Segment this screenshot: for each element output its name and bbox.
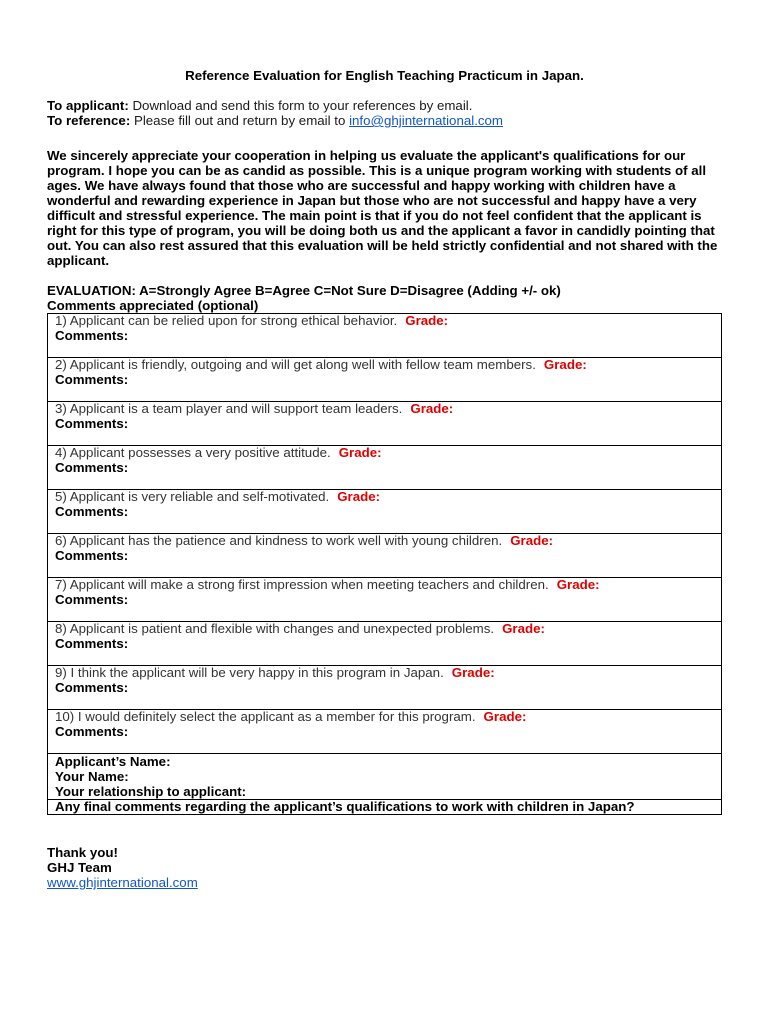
comments-label: Comments: — [55, 459, 129, 475]
to-applicant-label: To applicant: — [47, 98, 129, 113]
comments-label: Comments: — [55, 503, 129, 519]
grade-label: Grade: — [410, 401, 454, 416]
question-text: 8) Applicant is patient and flexible with changes and unexpected problems. — [55, 621, 495, 636]
document-title: Reference Evaluation for English Teaching Practicum in Japan. — [185, 68, 584, 83]
comments-label: Comments: — [55, 415, 129, 431]
evaluation-key: EVALUATION: A=Strongly Agree B=Agree C=Not Sure D=Disagree (Adding +/- ok) — [47, 283, 561, 298]
grade-label: Grade: — [405, 313, 449, 328]
email-link[interactable]: info@ghjinternational.com — [349, 113, 504, 128]
grade-label: Grade: — [510, 533, 554, 548]
question-text: 7) Applicant will make a strong first impression when meeting teachers and children. — [55, 577, 549, 592]
question-row — [48, 578, 722, 622]
evaluation-header — [47, 283, 722, 313]
question-cell[interactable] — [48, 710, 722, 754]
comments-label: Comments: — [55, 723, 129, 739]
question-text: 9) I think the applicant will be very happy in this program in Japan. — [55, 665, 444, 680]
question-cell[interactable] — [48, 446, 722, 490]
footer — [47, 845, 722, 890]
grade-label: Grade: — [451, 665, 495, 680]
your-name-label: Your Name: — [55, 769, 129, 784]
question-cell[interactable] — [48, 490, 722, 534]
question-line — [55, 666, 714, 681]
website-link[interactable]: www.ghjinternational.com — [47, 875, 198, 890]
question-row — [48, 666, 722, 710]
question-row — [48, 314, 722, 358]
to-reference-text: Please fill out and return by email to — [133, 113, 346, 128]
question-row — [48, 358, 722, 402]
grade-label: Grade: — [543, 357, 587, 372]
question-cell[interactable] — [48, 358, 722, 402]
comments-label: Comments: — [55, 591, 129, 607]
final-comments-label: Any final comments regarding the applicant’s qualifications to work with children in Japan? — [55, 799, 635, 814]
question-text: 1) Applicant can be relied upon for strong ethical behavior. — [55, 313, 398, 328]
grade-label: Grade: — [502, 621, 545, 636]
question-line — [55, 446, 714, 461]
question-cell[interactable] — [48, 666, 722, 710]
question-line — [55, 710, 714, 725]
question-line — [55, 534, 714, 549]
intro-paragraph: We sincerely appreciate your cooperation in helping us evaluate the applicant's qualifications for our program. I hope you can be as candid as possible. This is a unique program working with students of all ages. We have always found that those who are successful and happy working with children have a wonderful and rewarding experience in Japan but those who are not successful and happy have a very difficult and stressful experience. The main point is that if you do not feel confident that the applicant is right for this type of program, you will be doing both us and the applicant a favor in candidly pointing that out. You can also rest assured that this evaluation will be held strictly confidential and not shared with the applicant. — [47, 148, 718, 268]
grade-label: Grade: — [337, 489, 381, 504]
question-cell[interactable] — [48, 578, 722, 622]
question-text: 5) Applicant is very reliable and self-motivated. — [55, 489, 330, 504]
question-row — [48, 534, 722, 578]
comments-label: Comments: — [55, 327, 129, 343]
question-line — [55, 314, 714, 329]
document-page — [47, 68, 722, 890]
to-applicant-text: Download and send this form to your references by email. — [132, 98, 473, 113]
comments-note: Comments appreciated (optional) — [47, 298, 259, 313]
applicant-name-label: Applicant’s Name: — [55, 754, 171, 769]
grade-label: Grade: — [338, 445, 382, 460]
question-line — [55, 402, 714, 417]
question-text: 10) I would definitely select the applicant as a member for this program. — [55, 709, 476, 724]
grade-label: Grade: — [556, 577, 600, 592]
question-line — [55, 358, 714, 373]
question-text: 4) Applicant possesses a very positive attitude. — [55, 445, 331, 460]
question-cell[interactable] — [48, 534, 722, 578]
comments-label: Comments: — [55, 635, 129, 651]
question-line — [55, 622, 714, 637]
thank-you-text: Thank you! — [47, 845, 118, 860]
question-text: 2) Applicant is friendly, outgoing and will get along well with fellow team members. — [55, 357, 536, 372]
question-cell[interactable] — [48, 622, 722, 666]
question-text: 3) Applicant is a team player and will support team leaders. — [55, 401, 403, 416]
question-cell[interactable] — [48, 314, 722, 358]
question-line — [55, 490, 714, 505]
to-reference-line — [47, 113, 722, 128]
comments-label: Comments: — [55, 547, 129, 563]
question-row — [48, 710, 722, 754]
relationship-label: Your relationship to applicant: — [55, 784, 247, 799]
question-cell[interactable] — [48, 402, 722, 446]
comments-label: Comments: — [55, 371, 129, 387]
applicant-info-cell — [48, 754, 722, 800]
evaluation-table — [47, 313, 722, 815]
question-row — [48, 490, 722, 534]
team-name: GHJ Team — [47, 860, 112, 875]
question-text: 6) Applicant has the patience and kindness to work well with young children. — [55, 533, 503, 548]
to-applicant-line — [47, 98, 722, 113]
question-row — [48, 402, 722, 446]
to-reference-label: To reference: — [47, 113, 131, 128]
grade-label: Grade: — [483, 709, 527, 724]
question-row — [48, 622, 722, 666]
question-line — [55, 578, 714, 593]
question-row — [48, 446, 722, 490]
final-comments-cell — [48, 800, 722, 815]
comments-label: Comments: — [55, 679, 129, 695]
